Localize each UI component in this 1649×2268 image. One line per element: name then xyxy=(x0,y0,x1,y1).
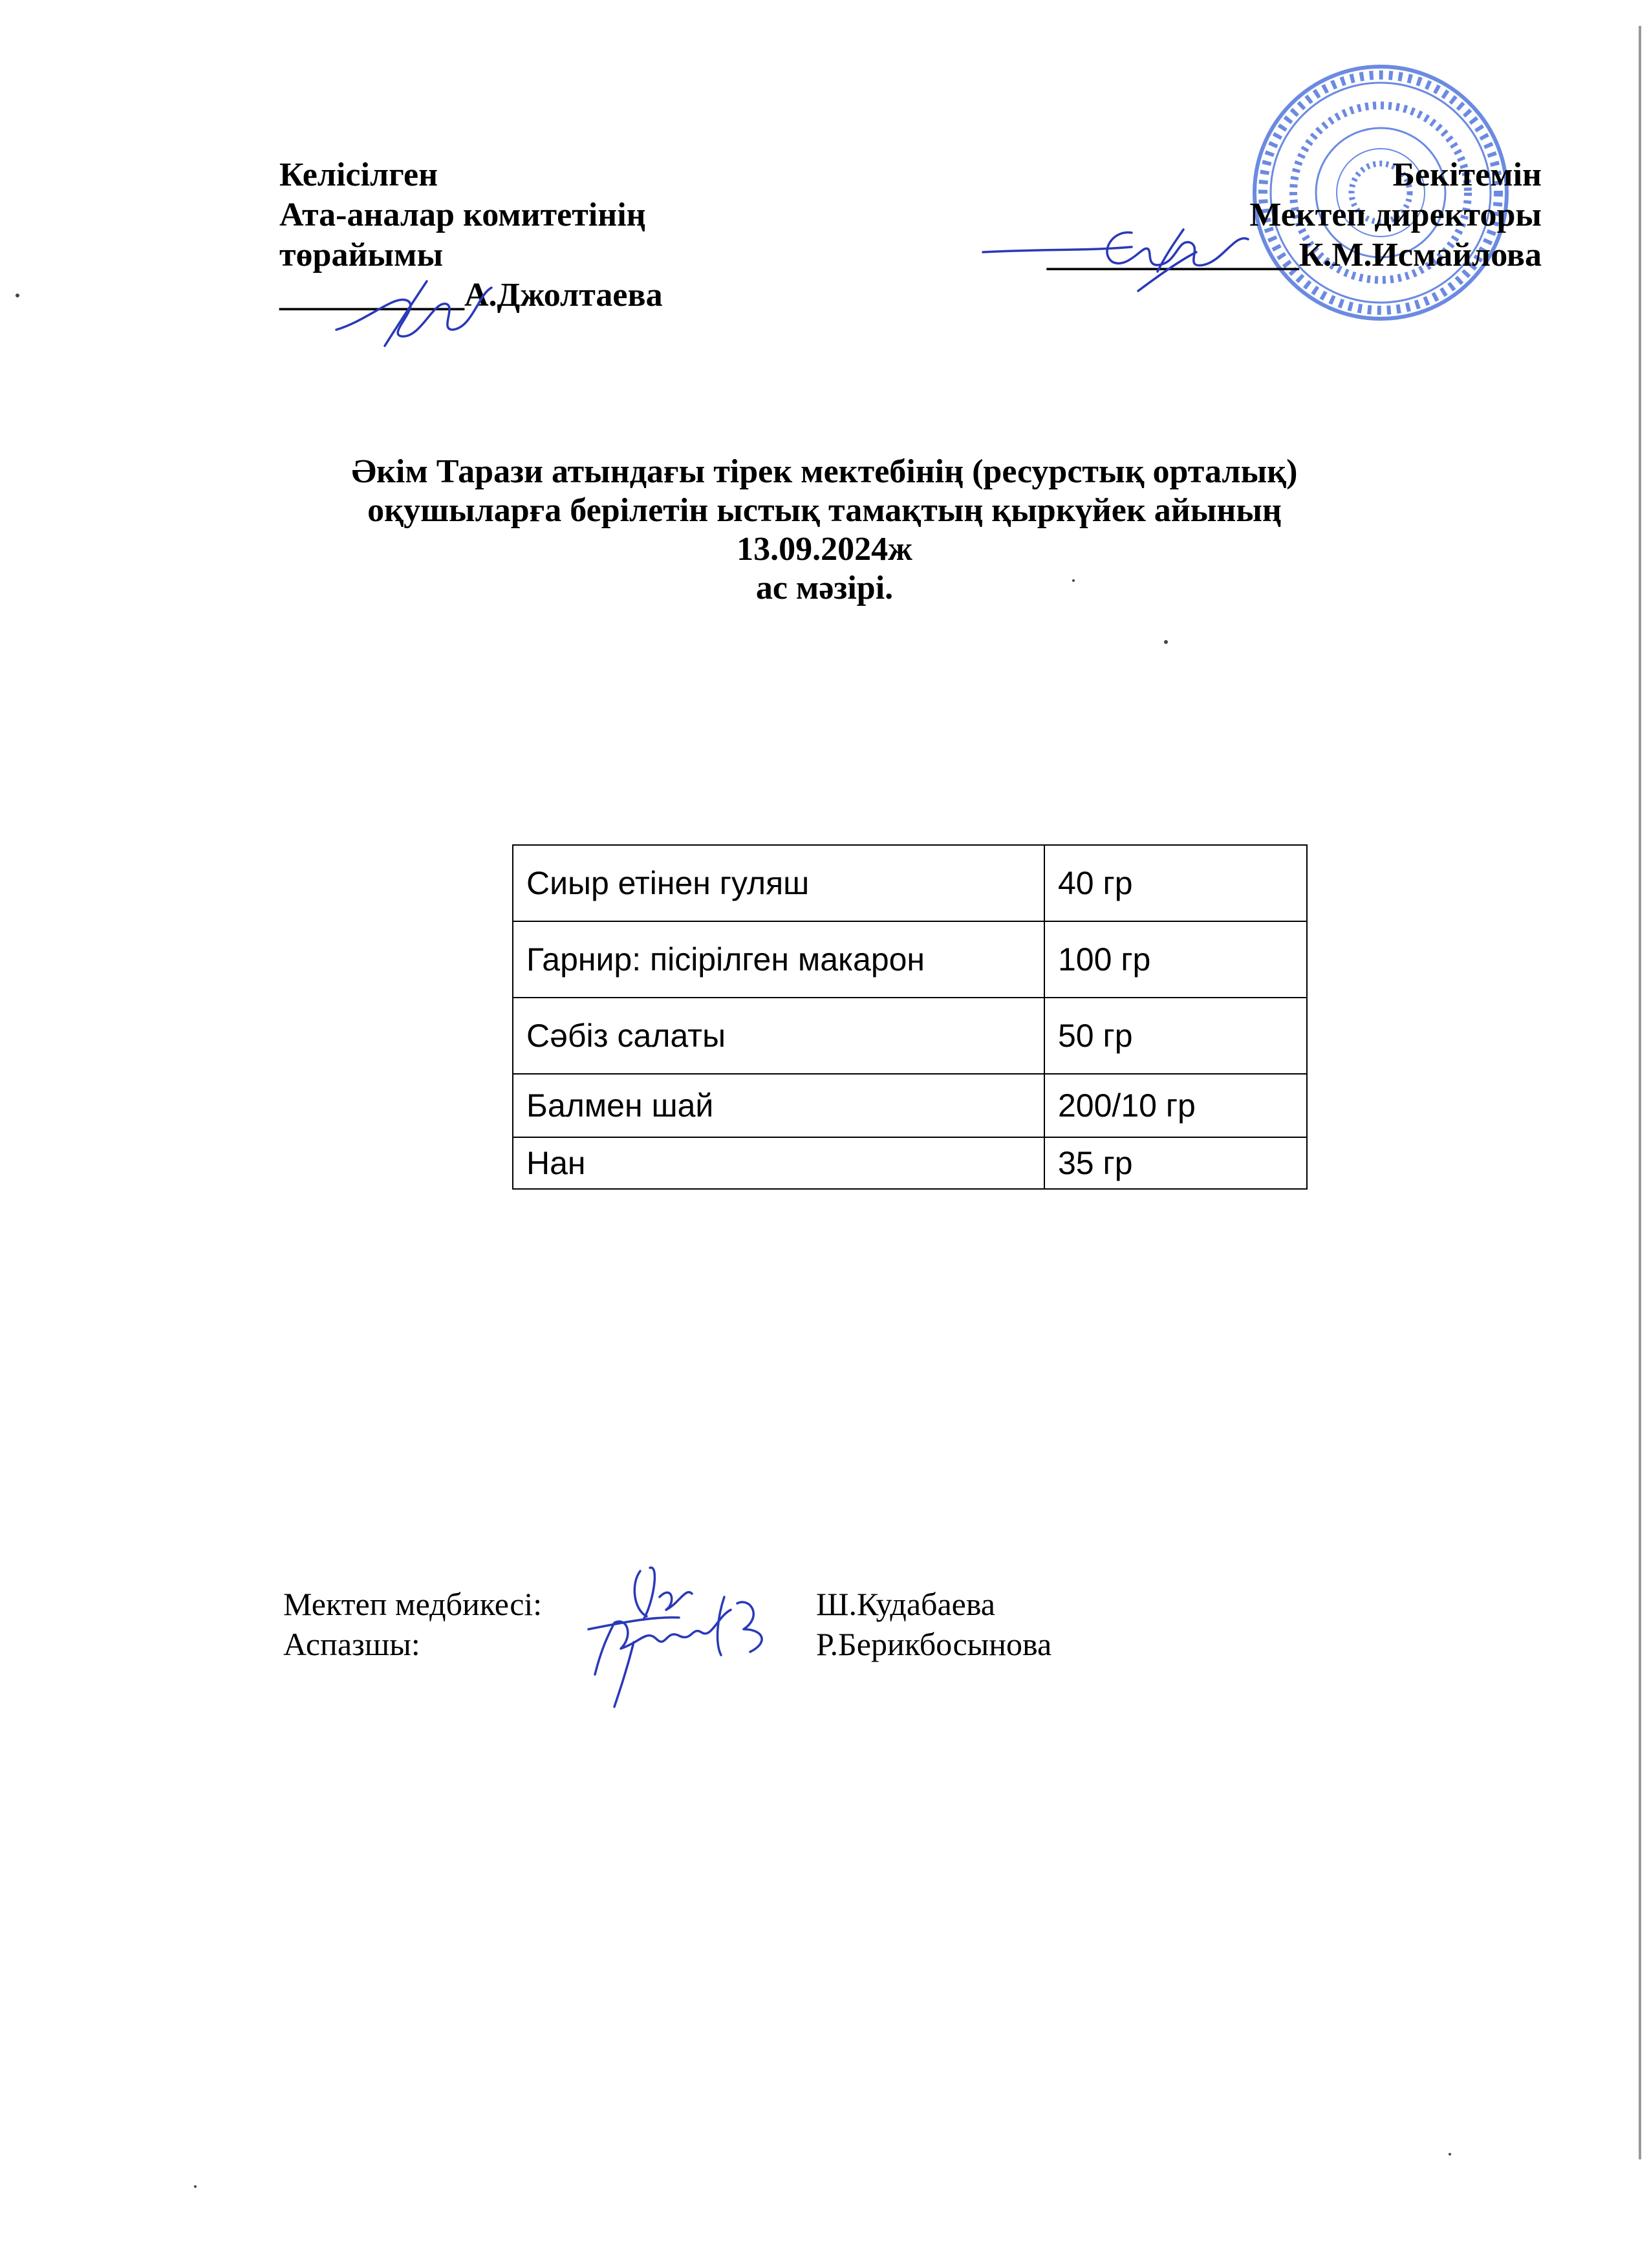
title-line-1: Әкім Тарази атындағы тірек мектебінің (ресурстық орталық) xyxy=(351,453,1298,490)
dish-amount: 200/10 гр xyxy=(1044,1074,1307,1137)
signature-underline: ___________ xyxy=(279,277,464,314)
chairman-signature xyxy=(323,268,504,352)
title-line-4: ас мәзірі. xyxy=(755,570,894,606)
dish-name: Нан xyxy=(513,1137,1044,1189)
title-date: 13.09.2024ж xyxy=(737,531,912,568)
cook-label: Аспазшы: xyxy=(283,1626,420,1662)
cook-signature xyxy=(569,1578,802,1720)
table-row xyxy=(513,921,1307,998)
position-label: Мектеп директоры xyxy=(1249,197,1542,233)
table-row xyxy=(513,845,1307,921)
table-row xyxy=(513,1074,1307,1137)
nurse-name: Ш.Кудабаева xyxy=(816,1586,995,1622)
scan-speck xyxy=(1449,2153,1451,2156)
table-row xyxy=(513,1137,1307,1189)
director-name: К.М.Исмайлова xyxy=(1299,237,1542,273)
nurse-label: Мектеп медбикесі: xyxy=(283,1586,543,1622)
dish-amount: 100 гр xyxy=(1044,921,1307,998)
menu-title xyxy=(0,453,1649,608)
cook-name: Р.Берикбосынова xyxy=(816,1626,1052,1662)
approve-label: Бекітемін xyxy=(1392,156,1542,193)
agreed-label: Келісілген xyxy=(279,156,438,193)
menu-table xyxy=(512,844,1308,1190)
table-row xyxy=(513,998,1307,1074)
committee-label: Ата-аналар комитетінің xyxy=(279,197,646,233)
dish-name: Гарнир: пісірілген макарон xyxy=(513,921,1044,998)
dish-amount: 40 гр xyxy=(1044,845,1307,921)
scan-speck xyxy=(1164,640,1168,644)
dish-amount: 35 гр xyxy=(1044,1137,1307,1189)
dish-amount: 50 гр xyxy=(1044,998,1307,1074)
scan-speck xyxy=(16,294,19,297)
title-line-2: оқушыларға берілетін ыстық тамақтың қыркүйек айының xyxy=(367,492,1282,529)
dish-name: Сәбіз салаты xyxy=(513,998,1044,1074)
dish-name: Сиыр етінен гуляш xyxy=(513,845,1044,921)
dish-name: Балмен шай xyxy=(513,1074,1044,1137)
director-signature xyxy=(970,213,1293,310)
signature-underline: _______________ xyxy=(1046,237,1299,273)
scan-speck xyxy=(194,2185,197,2188)
chairman-label: төрайымы xyxy=(279,237,444,273)
chairman-name: А.Джолтаева xyxy=(464,277,663,314)
scan-edge-line xyxy=(1639,26,1641,2159)
